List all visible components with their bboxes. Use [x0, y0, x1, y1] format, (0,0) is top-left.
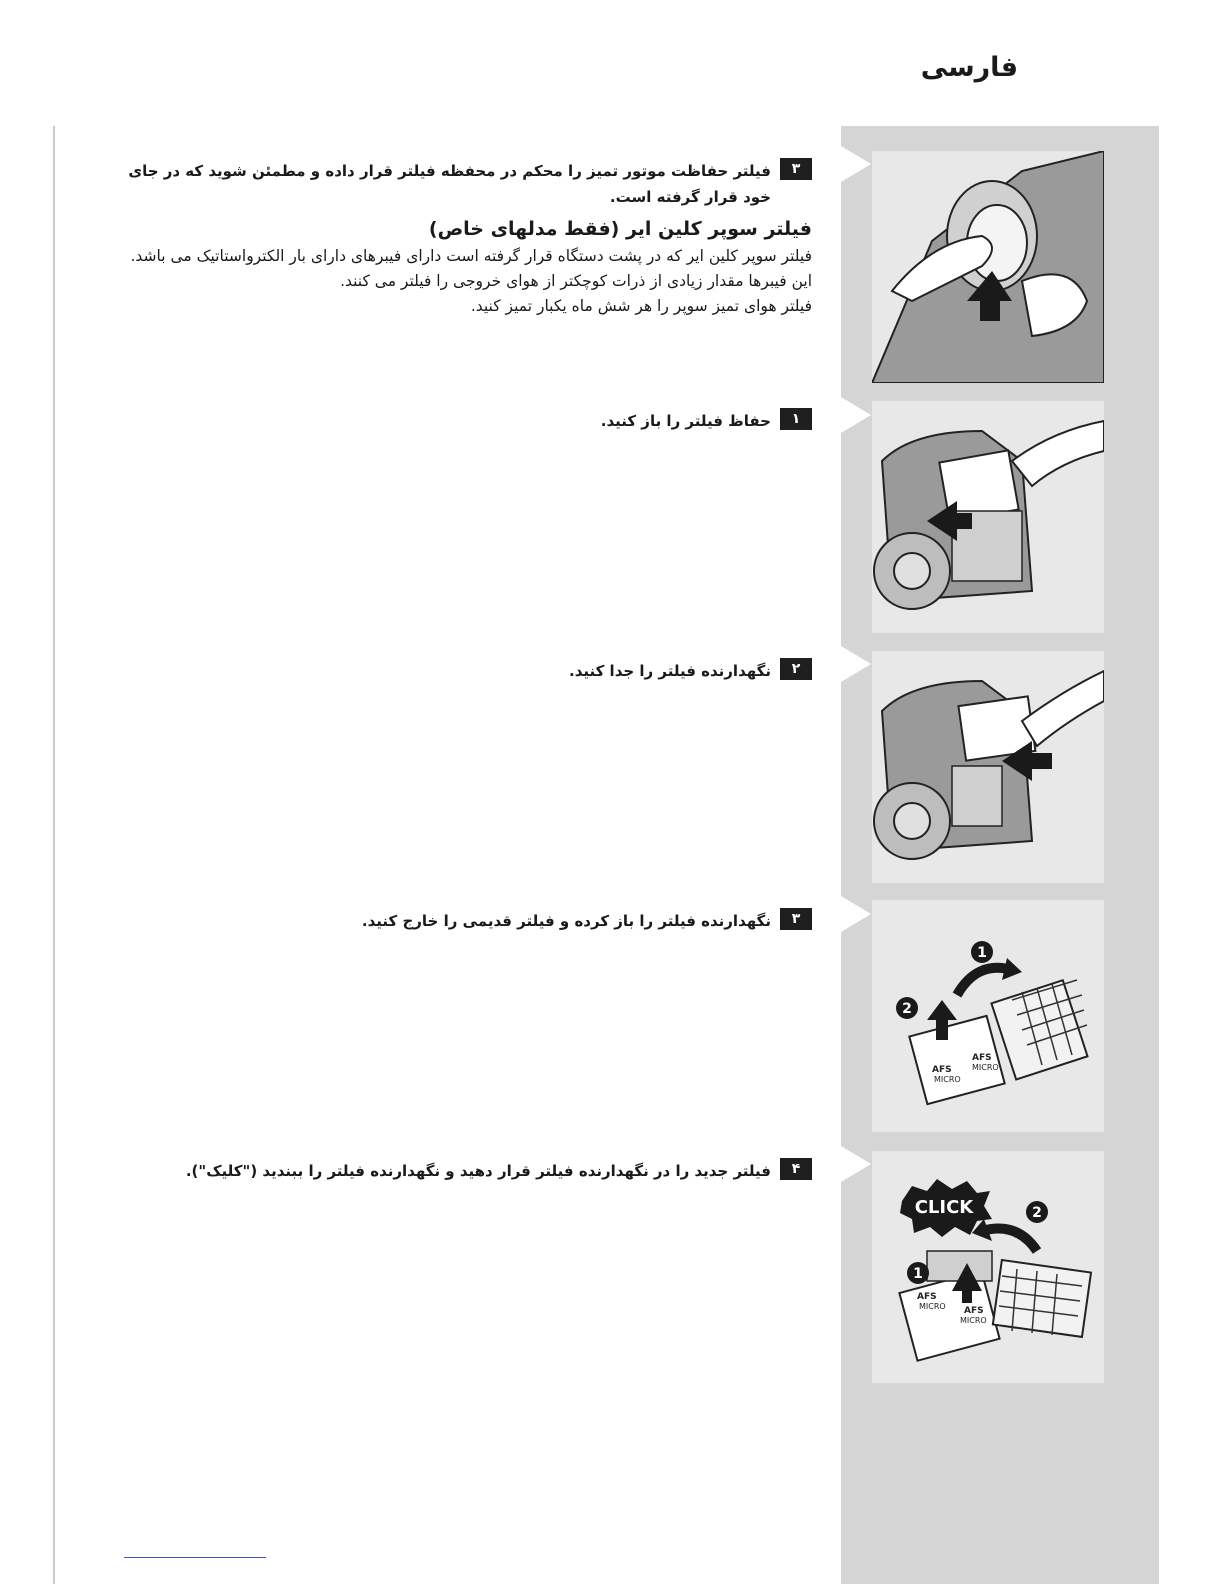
- figure4-afs-label: AFS: [972, 1053, 992, 1063]
- figure5-number-1: 1: [913, 1266, 923, 1282]
- super-clean-air-paragraph: فیلتر هوای تمیز سوپر را هر شش ماه یکبار تمیز کنید.: [470, 297, 812, 315]
- motor-filter-section: [122, 158, 812, 319]
- figure4-number-2: 2: [902, 1001, 912, 1017]
- step-text: نگهدارنده فیلتر را جدا کنید.: [569, 662, 771, 680]
- figure4-afs-label: AFS: [932, 1065, 952, 1075]
- step-text: فیلتر حفاظت موتور تمیز را محکم در محفظه فیلتر قرار داده و مطمئن شوید که در جای خود قرار گرفته است.: [128, 162, 771, 206]
- figure-pointer: [841, 1146, 871, 1182]
- left-margin-rule: [53, 126, 55, 1584]
- step-number-badge: ۳: [780, 158, 812, 180]
- motor-filter-step: [122, 158, 812, 210]
- figure-pointer: [841, 896, 871, 932]
- figure-open-holder-remove-old-filter: [872, 900, 1104, 1132]
- footnote-rule: [124, 1557, 266, 1558]
- step-text: نگهدارنده فیلتر را باز کرده و فیلتر قدیمی را خارج کنید.: [361, 912, 771, 930]
- step-text: حفاظ فیلتر را باز کنید.: [600, 412, 771, 430]
- figure4-micro-label: MICRO: [934, 1075, 961, 1084]
- step-1: [122, 408, 812, 434]
- step-number-badge: ۴: [780, 1158, 812, 1180]
- step-number-badge: ۱: [780, 408, 812, 430]
- figure5-micro-label: MICRO: [960, 1316, 987, 1325]
- figure4-micro-label: MICRO: [972, 1063, 999, 1072]
- figure5-afs-label: AFS: [964, 1306, 984, 1316]
- figure-pointer: [841, 397, 871, 433]
- language-title: فارسی: [920, 52, 1018, 83]
- super-clean-air-title: فیلتر سوپر کلین ایر (فقط مدلهای خاص): [428, 218, 812, 240]
- step-text: فیلتر جدید را در نگهدارنده فیلتر قرار دهید و نگهدارنده فیلتر را ببندید ("کلیک").: [185, 1162, 771, 1180]
- super-clean-air-paragraph: فیلتر سوپر کلین ایر که در پشت دستگاه قرار گرفته است دارای فیبرهای دارای بار الکترواستاتیک می باشد. این فیبرها مقدار زیادی از ذرات کوچکتر از هوای خروجی را فیلتر می کنند.: [130, 247, 812, 290]
- figure5-number-2: 2: [1032, 1205, 1042, 1221]
- step-number-badge: ۲: [780, 658, 812, 680]
- figure5-click-label: CLICK: [914, 1197, 974, 1218]
- step-number-badge: ۳: [780, 908, 812, 930]
- figure-open-filter-cover: [872, 401, 1104, 633]
- figure-pointer: [841, 646, 871, 682]
- figure-insert-new-filter-click: [872, 1151, 1104, 1383]
- figure4-number-1: 1: [977, 945, 987, 961]
- step-4: [122, 1158, 812, 1184]
- step-3: [122, 908, 812, 934]
- step-2: [122, 658, 812, 684]
- figure-pointer: [841, 146, 871, 182]
- figure5-micro-label: MICRO: [919, 1302, 946, 1311]
- figure-remove-filter-holder: [872, 651, 1104, 883]
- figure-insert-motor-filter: [872, 151, 1104, 383]
- figure5-afs-label: AFS: [917, 1292, 937, 1302]
